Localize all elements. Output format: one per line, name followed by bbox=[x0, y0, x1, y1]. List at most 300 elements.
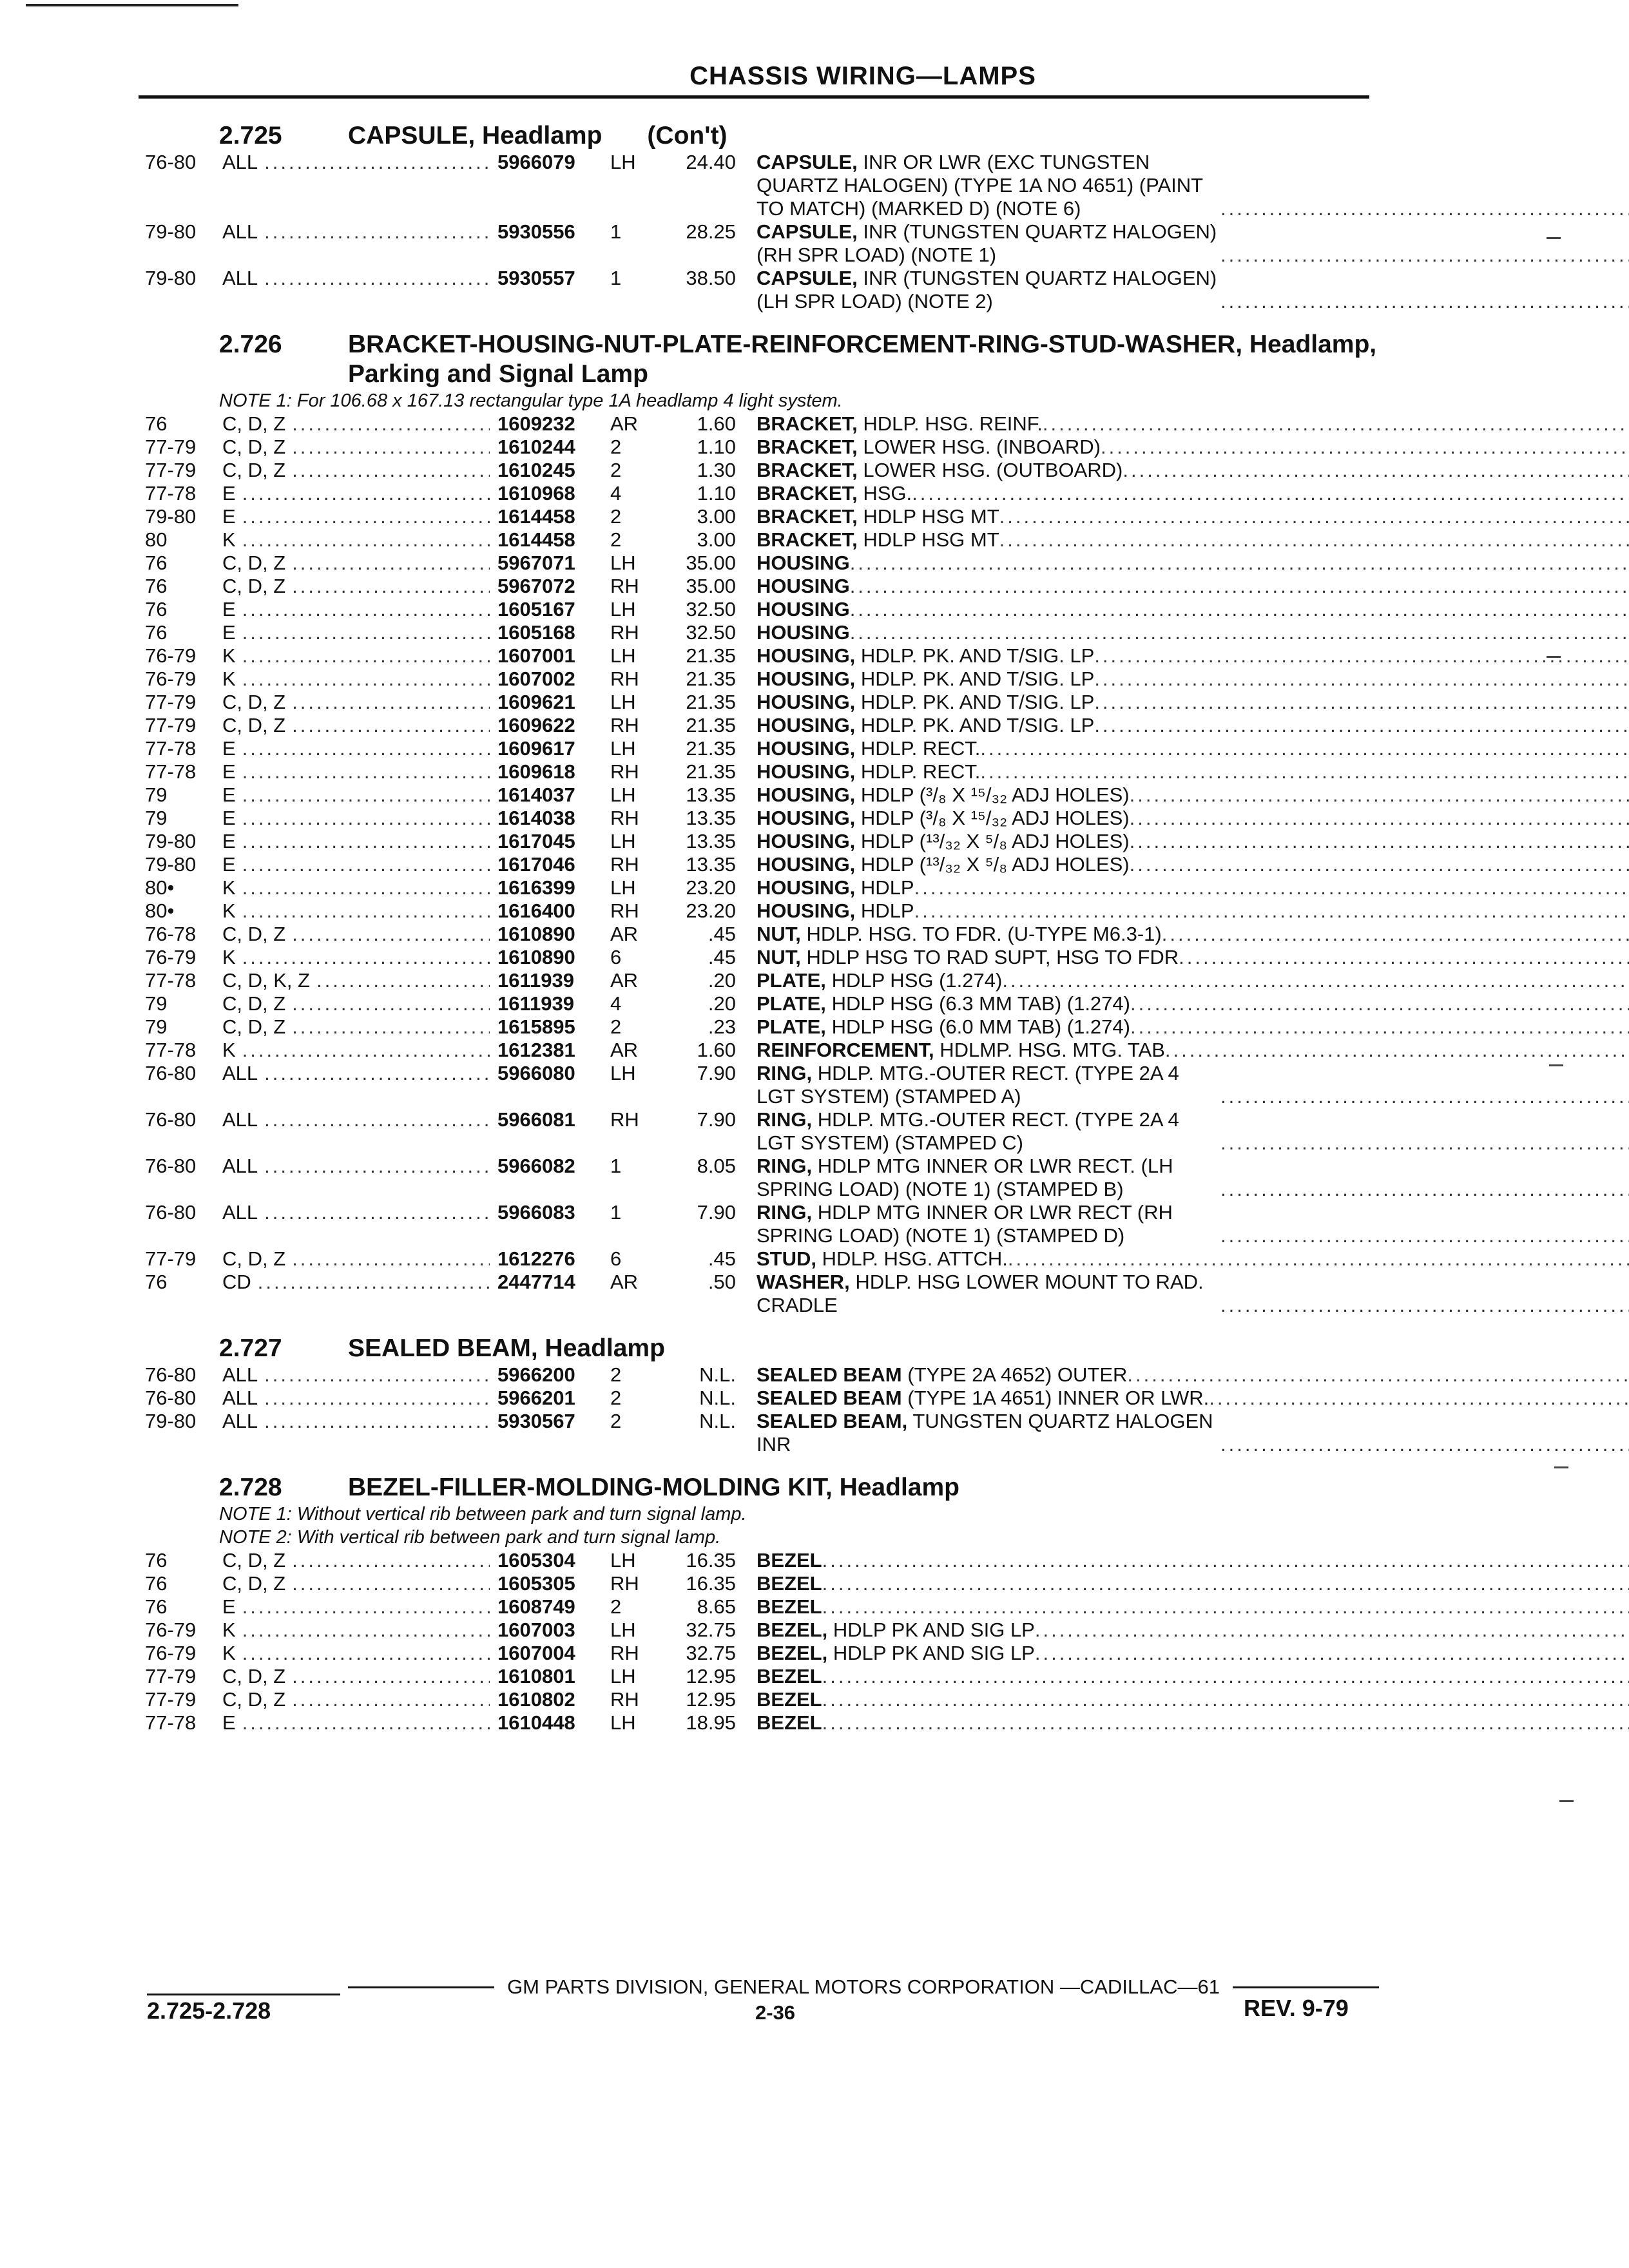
model-years: 77-79 bbox=[145, 1688, 197, 1711]
part-row bbox=[145, 1711, 1389, 1735]
price: 24.40 bbox=[686, 151, 736, 173]
price: 1.60 bbox=[697, 1039, 736, 1061]
price: 8.05 bbox=[697, 1155, 736, 1177]
model-years: 76 bbox=[145, 621, 168, 644]
description: HDLP bbox=[860, 876, 914, 899]
price: 21.35 bbox=[686, 691, 736, 713]
footer-rule-left bbox=[348, 1986, 494, 1988]
models-cell bbox=[222, 482, 490, 505]
model-years: 79 bbox=[145, 992, 168, 1015]
models-cell bbox=[222, 552, 490, 575]
description: HDLP bbox=[860, 899, 914, 922]
leader-dots bbox=[292, 436, 490, 459]
description-cell bbox=[757, 1363, 1629, 1387]
description-text bbox=[757, 1665, 822, 1688]
quantity: 1 bbox=[610, 220, 622, 243]
footer-page-number: 2-36 bbox=[755, 2001, 796, 2024]
description: HDLP. PK. AND T/SIG. LP bbox=[860, 691, 1095, 713]
models-cell bbox=[222, 1039, 490, 1062]
description-keyword: BEZEL, bbox=[757, 1619, 828, 1641]
quantity: RH bbox=[610, 853, 639, 876]
description-leader bbox=[822, 1595, 1629, 1619]
part-row bbox=[145, 1015, 1389, 1039]
models: K bbox=[222, 946, 236, 968]
price: 35.00 bbox=[686, 552, 736, 574]
description: (TYPE 1A 4651) INNER OR LWR. bbox=[907, 1387, 1210, 1409]
description-keyword: HOUSING bbox=[757, 575, 850, 597]
description: HDLP. RECT. bbox=[860, 760, 981, 783]
description-keyword: BEZEL bbox=[757, 1549, 822, 1571]
models: E bbox=[222, 760, 236, 783]
description-cell bbox=[757, 1711, 1629, 1735]
quantity: LH bbox=[610, 151, 636, 173]
part-number: 1605167 bbox=[497, 598, 575, 620]
description-leader bbox=[1127, 1363, 1629, 1387]
models: K bbox=[222, 1642, 236, 1664]
section-number: 2.726 bbox=[219, 331, 282, 358]
price: 23.20 bbox=[686, 899, 736, 922]
section-title-wrap bbox=[348, 121, 1389, 151]
leader-dots bbox=[292, 923, 490, 946]
description-leader bbox=[999, 505, 1629, 528]
model-years: 76 bbox=[145, 1549, 168, 1571]
model-years: 76 bbox=[145, 598, 168, 620]
part-number: 1609621 bbox=[497, 691, 575, 713]
part-number: 1609622 bbox=[497, 714, 575, 736]
leader-dots bbox=[292, 459, 490, 482]
description-leader bbox=[1220, 290, 1629, 313]
description-keyword: SEALED BEAM, bbox=[757, 1410, 908, 1432]
description-keyword: NUT, bbox=[757, 946, 801, 968]
part-number: 5966083 bbox=[497, 1201, 575, 1224]
description-keyword: BEZEL bbox=[757, 1572, 822, 1595]
models: E bbox=[222, 1595, 236, 1618]
section-title-wrap bbox=[348, 330, 1389, 389]
description-leader bbox=[1162, 923, 1629, 946]
margin-tick bbox=[1554, 1466, 1568, 1468]
description-keyword: BRACKET, bbox=[757, 412, 858, 435]
description-cell bbox=[757, 899, 1629, 923]
part-row bbox=[145, 1572, 1389, 1595]
quantity: 2 bbox=[610, 1015, 622, 1038]
models-cell bbox=[222, 783, 490, 807]
models: C, D, Z bbox=[222, 691, 286, 713]
models: E bbox=[222, 807, 236, 829]
quantity: RH bbox=[610, 668, 639, 690]
description-text bbox=[757, 876, 914, 899]
description-leader bbox=[1130, 992, 1629, 1015]
leader-dots bbox=[242, 668, 490, 691]
leader-dots bbox=[264, 1410, 490, 1433]
description: HDLP. MTG.-OUTER RECT. (TYPE 2A 4 LGT SYSTEM) (STAMPED A) bbox=[757, 1062, 1179, 1108]
description-keyword: RING, bbox=[757, 1155, 813, 1177]
models-cell bbox=[222, 691, 490, 714]
description-cell bbox=[757, 807, 1629, 830]
description-leader bbox=[999, 528, 1629, 552]
description: HDLP PK AND SIG LP bbox=[833, 1642, 1035, 1664]
models-cell bbox=[222, 1155, 490, 1178]
description-text bbox=[757, 1619, 1035, 1642]
leader-dots bbox=[242, 830, 490, 853]
leader-dots bbox=[292, 1247, 490, 1271]
description: INR OR LWR (EXC TUNGSTEN QUARTZ HALOGEN) (TYPE 1A NO 4651) (PAINT TO MATCH) (MARKED D) (NOTE 6) bbox=[757, 151, 1203, 220]
models-cell bbox=[222, 1015, 490, 1039]
model-years: 79-80 bbox=[145, 830, 197, 852]
section-note: NOTE 2: With vertical rib between park and turn signal lamp. bbox=[219, 1527, 721, 1548]
header-rule bbox=[139, 95, 1369, 99]
price: 1.10 bbox=[697, 482, 736, 505]
models: ALL bbox=[222, 1363, 258, 1386]
parts-listing bbox=[145, 121, 1389, 1735]
description-cell bbox=[757, 552, 1629, 575]
description-keyword: HOUSING, bbox=[757, 899, 856, 922]
section-number: 2.727 bbox=[219, 1334, 282, 1362]
description-text bbox=[757, 621, 850, 644]
quantity: RH bbox=[610, 807, 639, 829]
description-text bbox=[757, 899, 914, 923]
description-leader bbox=[1002, 969, 1629, 992]
section-continued: (Con't) bbox=[647, 122, 728, 149]
part-row bbox=[145, 621, 1389, 644]
part-row bbox=[145, 737, 1389, 760]
models: E bbox=[222, 621, 236, 644]
quantity: 2 bbox=[610, 1363, 622, 1386]
description-text bbox=[757, 1572, 822, 1595]
models: C, D, Z bbox=[222, 1572, 286, 1595]
description-leader bbox=[1220, 1178, 1629, 1201]
leader-dots bbox=[242, 946, 490, 969]
description-cell bbox=[757, 505, 1629, 528]
description-text bbox=[757, 528, 999, 552]
price: .45 bbox=[708, 1247, 736, 1270]
description-text bbox=[757, 1363, 1127, 1387]
description-leader bbox=[1123, 459, 1629, 482]
description-text bbox=[757, 1387, 1209, 1410]
price: 13.35 bbox=[686, 830, 736, 852]
part-row bbox=[145, 807, 1389, 830]
description: HDLP HSG MT bbox=[863, 505, 999, 528]
models: C, D, Z bbox=[222, 1688, 286, 1711]
models: ALL bbox=[222, 1108, 258, 1131]
description-keyword: HOUSING bbox=[757, 598, 850, 620]
description: HDLP HSG MT bbox=[863, 528, 999, 551]
price: 18.95 bbox=[686, 1711, 736, 1734]
model-years: 76-79 bbox=[145, 946, 197, 968]
part-number: 5966200 bbox=[497, 1363, 575, 1386]
part-row bbox=[145, 853, 1389, 876]
leader-dots bbox=[264, 1108, 490, 1131]
part-number: 5967072 bbox=[497, 575, 575, 597]
description-leader bbox=[1220, 1224, 1629, 1247]
price: 3.00 bbox=[697, 528, 736, 551]
price: .20 bbox=[708, 969, 736, 992]
models-cell bbox=[222, 436, 490, 459]
description: HDLP. PK. AND T/SIG. LP bbox=[860, 644, 1095, 667]
quantity: RH bbox=[610, 575, 639, 597]
description-leader bbox=[1043, 412, 1629, 436]
models-cell bbox=[222, 853, 490, 876]
leader-dots bbox=[292, 1549, 490, 1572]
part-row bbox=[145, 1363, 1389, 1387]
quantity: 2 bbox=[610, 1387, 622, 1409]
description-cell bbox=[757, 459, 1629, 482]
description-keyword: BRACKET, bbox=[757, 436, 858, 458]
price: 21.35 bbox=[686, 644, 736, 667]
quantity: AR bbox=[610, 1039, 639, 1061]
part-row bbox=[145, 151, 1389, 220]
model-years: 79 bbox=[145, 1015, 168, 1038]
section-note: NOTE 1: Without vertical rib between park and turn signal lamp. bbox=[219, 1504, 747, 1524]
model-years: 76 bbox=[145, 412, 168, 435]
leader-dots bbox=[242, 644, 490, 668]
part-number: 5966079 bbox=[497, 151, 575, 173]
part-number: 1607002 bbox=[497, 668, 575, 690]
price: 1.10 bbox=[697, 436, 736, 458]
description-text bbox=[757, 691, 1094, 714]
models: ALL bbox=[222, 1201, 258, 1224]
page-header bbox=[0, 62, 1629, 91]
models-cell bbox=[222, 528, 490, 552]
models-cell bbox=[222, 1711, 490, 1735]
model-years: 77-79 bbox=[145, 459, 197, 481]
description-keyword: BRACKET, bbox=[757, 482, 858, 505]
description-cell bbox=[757, 783, 1629, 807]
description-text bbox=[757, 552, 850, 575]
description-text bbox=[757, 1642, 1035, 1665]
description-keyword: SEALED BEAM bbox=[757, 1363, 902, 1386]
models: ALL bbox=[222, 1387, 258, 1409]
leader-dots bbox=[292, 575, 490, 598]
price: 1.60 bbox=[697, 412, 736, 435]
section-heading bbox=[145, 1334, 1389, 1363]
price: 7.90 bbox=[697, 1108, 736, 1131]
description-text bbox=[757, 1062, 1220, 1108]
part-number: 1605304 bbox=[497, 1549, 575, 1571]
quantity: LH bbox=[610, 876, 636, 899]
model-years: 77-79 bbox=[145, 1247, 197, 1270]
models: C, D, Z bbox=[222, 992, 286, 1015]
leader-dots bbox=[316, 969, 490, 992]
leader-dots bbox=[242, 853, 490, 876]
description-cell bbox=[757, 482, 1629, 505]
part-number: 1609232 bbox=[497, 412, 575, 435]
quantity: LH bbox=[610, 598, 636, 620]
models-cell bbox=[222, 267, 490, 290]
margin-tick bbox=[1547, 656, 1561, 658]
models: ALL bbox=[222, 1155, 258, 1177]
models-cell bbox=[222, 876, 490, 899]
models-cell bbox=[222, 575, 490, 598]
description-keyword: CAPSULE, bbox=[757, 151, 858, 173]
description-leader bbox=[1165, 1039, 1629, 1062]
description-cell bbox=[757, 714, 1629, 737]
model-years: 79-80 bbox=[145, 220, 197, 243]
models-cell bbox=[222, 807, 490, 830]
description-cell bbox=[757, 412, 1629, 436]
models-cell bbox=[222, 644, 490, 668]
models: C, D, Z bbox=[222, 436, 286, 458]
model-years: 77-78 bbox=[145, 1039, 197, 1061]
models: E bbox=[222, 853, 236, 876]
leader-dots bbox=[264, 1062, 490, 1085]
leader-dots bbox=[264, 151, 490, 174]
quantity: 6 bbox=[610, 946, 622, 968]
price: 32.75 bbox=[686, 1642, 736, 1664]
part-number: 5966080 bbox=[497, 1062, 575, 1084]
section-title: SEALED BEAM, Headlamp bbox=[348, 1334, 665, 1362]
margin-tick bbox=[1559, 1800, 1574, 1802]
models-cell bbox=[222, 946, 490, 969]
description-cell bbox=[757, 436, 1629, 459]
description: TUNGSTEN QUARTZ HALOGEN INR bbox=[757, 1410, 1213, 1456]
models: C, D, Z bbox=[222, 1247, 286, 1270]
leader-dots bbox=[242, 783, 490, 807]
price: 8.65 bbox=[697, 1595, 736, 1618]
description-cell bbox=[757, 853, 1629, 876]
part-number: 1610448 bbox=[497, 1711, 575, 1734]
leader-dots bbox=[242, 1595, 490, 1619]
description-text bbox=[757, 1410, 1220, 1456]
description-cell bbox=[757, 1688, 1629, 1711]
description-text bbox=[757, 1015, 1130, 1039]
price: N.L. bbox=[699, 1410, 736, 1432]
description: HDLP HSG (1.274) bbox=[831, 969, 1003, 992]
quantity: LH bbox=[610, 830, 636, 852]
part-number: 1612381 bbox=[497, 1039, 575, 1061]
description-leader bbox=[850, 598, 1629, 621]
part-row bbox=[145, 528, 1389, 552]
models: C, D, K, Z bbox=[222, 969, 311, 992]
models: E bbox=[222, 482, 236, 505]
description-text bbox=[757, 783, 1130, 807]
description-text bbox=[757, 644, 1094, 668]
model-years: 77-79 bbox=[145, 691, 197, 713]
description-cell bbox=[757, 992, 1629, 1015]
description-cell bbox=[757, 969, 1629, 992]
quantity: LH bbox=[610, 737, 636, 760]
quantity: LH bbox=[610, 1665, 636, 1687]
models-cell bbox=[222, 1688, 490, 1711]
page-title: CHASSIS WIRING—LAMPS bbox=[689, 62, 1036, 90]
model-years: 76-80 bbox=[145, 1387, 197, 1409]
leader-dots bbox=[242, 1619, 490, 1642]
models-cell bbox=[222, 899, 490, 923]
part-number: 1609617 bbox=[497, 737, 575, 760]
description-text bbox=[757, 151, 1220, 220]
model-years: 76-79 bbox=[145, 644, 197, 667]
leader-dots bbox=[292, 1665, 490, 1688]
footer-revision: REV. 9-79 bbox=[1244, 1995, 1349, 2021]
model-years: 77-78 bbox=[145, 1711, 197, 1734]
description-keyword: BEZEL bbox=[757, 1665, 822, 1687]
description-leader bbox=[1094, 668, 1629, 691]
quantity: 1 bbox=[610, 1201, 622, 1224]
description: HDLP HSG TO RAD SUPT, HSG TO FDR bbox=[806, 946, 1179, 968]
part-number: 5930557 bbox=[497, 267, 575, 289]
description-leader bbox=[1179, 946, 1629, 969]
description-cell bbox=[757, 760, 1629, 783]
description-leader bbox=[1130, 830, 1629, 853]
description-leader bbox=[1220, 244, 1629, 267]
part-row bbox=[145, 505, 1389, 528]
description-keyword: RING, bbox=[757, 1201, 813, 1224]
price: 1.30 bbox=[697, 459, 736, 481]
models: C, D, Z bbox=[222, 412, 286, 435]
description-leader bbox=[1101, 436, 1629, 459]
part-number: 5966082 bbox=[497, 1155, 575, 1177]
quantity: LH bbox=[610, 1062, 636, 1084]
leader-dots bbox=[242, 760, 490, 783]
description-keyword: HOUSING, bbox=[757, 760, 856, 783]
quantity: 1 bbox=[610, 267, 622, 289]
part-number: 1610890 bbox=[497, 923, 575, 945]
model-years: 76 bbox=[145, 1595, 168, 1618]
part-number: 1614038 bbox=[497, 807, 575, 829]
price: 38.50 bbox=[686, 267, 736, 289]
description-text bbox=[757, 1108, 1220, 1155]
quantity: LH bbox=[610, 552, 636, 574]
description-leader bbox=[1209, 1387, 1629, 1410]
model-years: 76-79 bbox=[145, 1619, 197, 1641]
description-keyword: RING, bbox=[757, 1062, 813, 1084]
price: 32.50 bbox=[686, 621, 736, 644]
part-number: 5930556 bbox=[497, 220, 575, 243]
part-row bbox=[145, 876, 1389, 899]
footer-range-rule bbox=[147, 1994, 340, 1995]
leader-dots bbox=[292, 1015, 490, 1039]
models-cell bbox=[222, 220, 490, 244]
model-years: 76 bbox=[145, 575, 168, 597]
description-leader bbox=[1130, 853, 1629, 876]
part-number: 1610968 bbox=[497, 482, 575, 505]
quantity: LH bbox=[610, 644, 636, 667]
description-keyword: HOUSING, bbox=[757, 830, 856, 852]
part-number: 1611939 bbox=[497, 969, 574, 992]
description-leader bbox=[822, 1711, 1629, 1735]
price: N.L. bbox=[699, 1363, 736, 1386]
description-text bbox=[757, 1201, 1220, 1247]
models-cell bbox=[222, 668, 490, 691]
models-cell bbox=[222, 1549, 490, 1572]
description-cell bbox=[757, 1595, 1629, 1619]
price: .45 bbox=[708, 923, 736, 945]
description-text bbox=[757, 992, 1130, 1015]
description-leader bbox=[912, 482, 1629, 505]
part-number: 1610245 bbox=[497, 459, 575, 481]
description-cell bbox=[757, 598, 1629, 621]
leader-dots bbox=[242, 737, 490, 760]
price: 21.35 bbox=[686, 737, 736, 760]
quantity: 1 bbox=[610, 1155, 622, 1177]
quantity: 4 bbox=[610, 482, 622, 505]
models-cell bbox=[222, 1572, 490, 1595]
description: HDLP (¹³/₃₂ X ⁵/₈ ADJ HOLES) bbox=[860, 830, 1130, 852]
models-cell bbox=[222, 1595, 490, 1619]
description-cell bbox=[757, 1642, 1629, 1665]
model-years: 76-80 bbox=[145, 1062, 197, 1084]
description-leader bbox=[1035, 1619, 1629, 1642]
description-cell bbox=[757, 220, 1629, 267]
model-years: 76-79 bbox=[145, 668, 197, 690]
description-cell bbox=[757, 267, 1629, 313]
description-text bbox=[757, 668, 1094, 691]
description: HDLP. HSG. ATTCH. bbox=[822, 1247, 1008, 1270]
description-leader bbox=[1220, 1433, 1629, 1456]
description-text bbox=[757, 1039, 1165, 1062]
price: 21.35 bbox=[686, 760, 736, 783]
section-title-wrap bbox=[348, 1334, 1389, 1363]
leader-dots bbox=[292, 552, 490, 575]
